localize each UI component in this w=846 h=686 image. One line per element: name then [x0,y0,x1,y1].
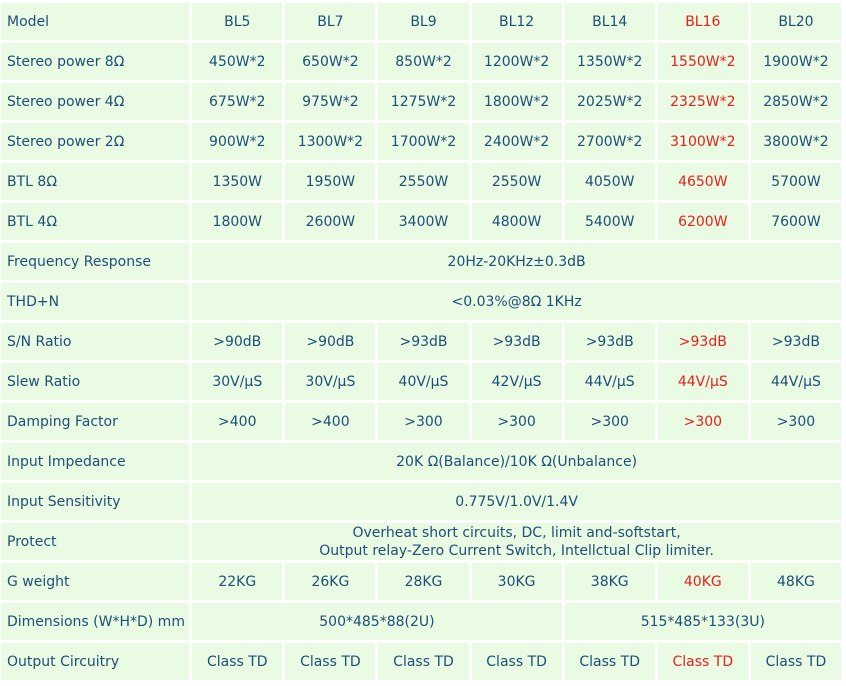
row-label: BTL 8Ω [1,163,189,200]
cell-value: 1275W*2 [378,83,468,120]
row-label: Output Circuitry [1,643,189,680]
cell-value-highlight: 40KG [658,563,748,600]
cell-value: >93dB [378,323,468,360]
row-label: Slew Ratio [1,363,189,400]
cell-value: Class TD [472,643,562,680]
cell-value: 2025W*2 [565,83,655,120]
model-bl20: BL20 [751,3,841,40]
row-label: THD+N [1,283,189,320]
row-sn-ratio [1,323,841,360]
cell-value: 48KG [751,563,841,600]
row-btl-8 [1,163,841,200]
cell-value: 900W*2 [192,123,282,160]
cell-value: 1800W*2 [472,83,562,120]
cell-value: 2700W*2 [565,123,655,160]
cell-value-highlight: 3100W*2 [658,123,748,160]
row-stereo-8 [1,43,841,80]
cell-value: 1950W [285,163,375,200]
row-label: Damping Factor [1,403,189,440]
cell-value: 28KG [378,563,468,600]
cell-value: 1800W [192,203,282,240]
cell-value: 2400W*2 [472,123,562,160]
cell-value: 1700W*2 [378,123,468,160]
row-frequency-response [1,243,841,280]
row-dimensions [1,603,841,640]
cell-value: >90dB [192,323,282,360]
dimensions-group-1: 500*485*88(2U) [192,603,561,640]
cell-value: >93dB [751,323,841,360]
protect-line-1: Overheat short circuits, DC, limit and-softstart, [352,524,681,541]
row-label: Stereo power 4Ω [1,83,189,120]
cell-value-span: 0.775V/1.0V/1.4V [192,483,841,520]
row-label: S/N Ratio [1,323,189,360]
cell-value: >400 [285,403,375,440]
cell-value: 2550W [472,163,562,200]
model-bl9: BL9 [378,3,468,40]
cell-value: 7600W [751,203,841,240]
row-label: Stereo power 8Ω [1,43,189,80]
cell-value: 650W*2 [285,43,375,80]
row-weight [1,563,841,600]
cell-value: 3800W*2 [751,123,841,160]
row-thd [1,283,841,320]
row-label: G weight [1,563,189,600]
dimensions-group-2: 515*485*133(3U) [565,603,841,640]
cell-value: 40V/μS [378,363,468,400]
cell-value: >300 [472,403,562,440]
cell-value: Class TD [751,643,841,680]
cell-value: >400 [192,403,282,440]
row-slew-ratio [1,363,841,400]
cell-value: 2850W*2 [751,83,841,120]
cell-value: 450W*2 [192,43,282,80]
cell-value: >300 [751,403,841,440]
cell-value-highlight: 44V/μS [658,363,748,400]
cell-value-highlight: >300 [658,403,748,440]
cell-value: Class TD [192,643,282,680]
cell-value: >93dB [472,323,562,360]
cell-value-span: 20K Ω(Balance)/10K Ω(Unbalance) [192,443,841,480]
row-stereo-4 [1,83,841,120]
cell-value: 4800W [472,203,562,240]
cell-value-highlight: 4650W [658,163,748,200]
cell-value: >300 [378,403,468,440]
cell-value: 1350W [192,163,282,200]
cell-value: 38KG [565,563,655,600]
cell-value: 30V/μS [192,363,282,400]
model-label: Model [1,3,189,40]
row-label: Stereo power 2Ω [1,123,189,160]
model-bl14: BL14 [565,3,655,40]
cell-value-highlight: Class TD [658,643,748,680]
cell-value: Class TD [378,643,468,680]
cell-value: 2550W [378,163,468,200]
cell-value: 30KG [472,563,562,600]
cell-value: 3400W [378,203,468,240]
row-protect [1,523,841,560]
cell-value: Class TD [565,643,655,680]
row-output-circuitry [1,643,841,680]
row-label: Input Sensitivity [1,483,189,520]
cell-value-highlight: >93dB [658,323,748,360]
cell-value: 1350W*2 [565,43,655,80]
cell-value: 5700W [751,163,841,200]
cell-value: Class TD [285,643,375,680]
cell-value: 5400W [565,203,655,240]
cell-value: >90dB [285,323,375,360]
cell-value: 1900W*2 [751,43,841,80]
cell-value: 42V/μS [472,363,562,400]
cell-value: 4050W [565,163,655,200]
cell-value: 22KG [192,563,282,600]
cell-value-highlight: 6200W [658,203,748,240]
cell-value: 1300W*2 [285,123,375,160]
cell-value: 675W*2 [192,83,282,120]
cell-value: 850W*2 [378,43,468,80]
cell-value: 2600W [285,203,375,240]
cell-value: >93dB [565,323,655,360]
cell-value: 30V/μS [285,363,375,400]
cell-value: 44V/μS [751,363,841,400]
cell-value: 975W*2 [285,83,375,120]
row-stereo-2 [1,123,841,160]
cell-value-highlight: 1550W*2 [658,43,748,80]
cell-value: 26KG [285,563,375,600]
cell-value-span: <0.03%@8Ω 1KHz [192,283,841,320]
row-input-impedance [1,443,841,480]
cell-value: 1200W*2 [472,43,562,80]
row-label: Frequency Response [1,243,189,280]
cell-value-span: 20Hz-20KHz±0.3dB [192,243,841,280]
row-input-sensitivity [1,483,841,520]
row-damping-factor [1,403,841,440]
model-bl5: BL5 [192,3,282,40]
row-btl-4 [1,203,841,240]
protect-value [192,523,841,560]
cell-value: >300 [565,403,655,440]
model-bl12: BL12 [472,3,562,40]
model-bl16: BL16 [658,3,748,40]
model-bl7: BL7 [285,3,375,40]
cell-value: 44V/μS [565,363,655,400]
protect-line-2: Output relay-Zero Current Switch, Intellctual Clip limiter. [319,542,714,559]
row-label: Protect [1,523,189,560]
row-label: Input Impedance [1,443,189,480]
row-label: BTL 4Ω [1,203,189,240]
row-label: Dimensions (W*H*D) mm [1,603,189,640]
header-row [1,3,841,40]
cell-value-highlight: 2325W*2 [658,83,748,120]
